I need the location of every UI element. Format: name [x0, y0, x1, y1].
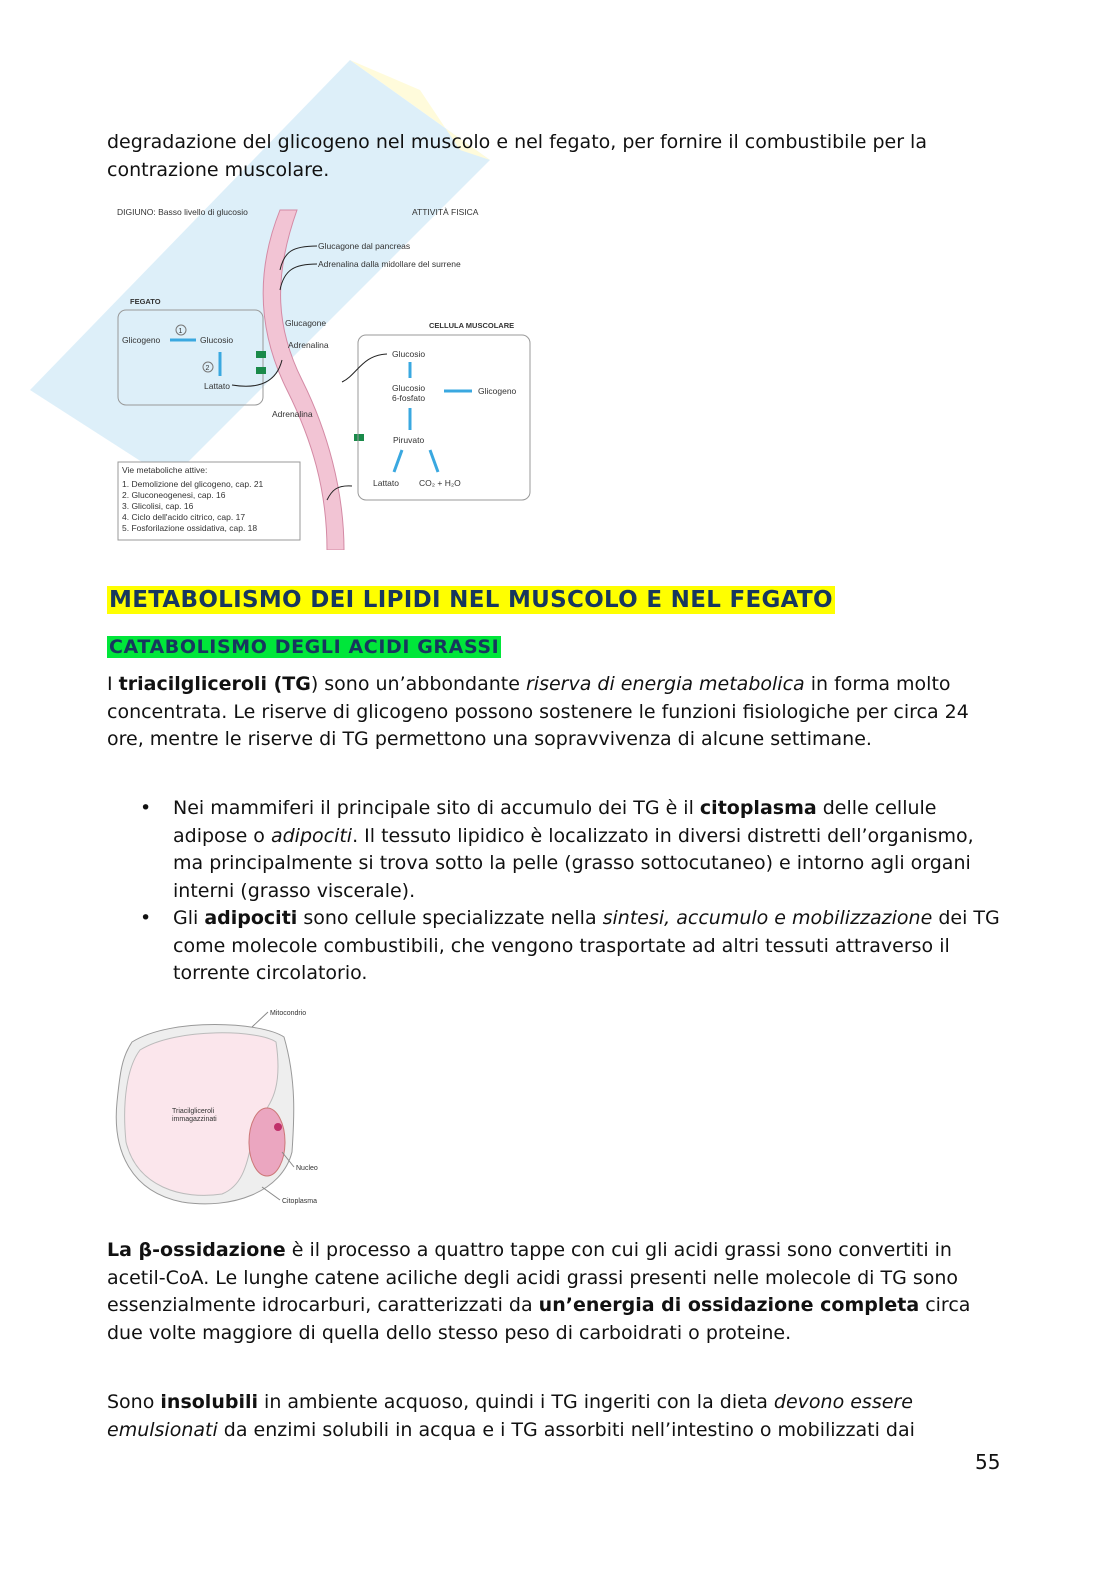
italic-term: sintesi, accumulo e mobilizzazione — [602, 907, 933, 929]
text: in ambiente acquoso, quindi i TG ingeriti con la dieta — [258, 1391, 774, 1413]
text: I — [107, 673, 119, 695]
label-digiuno: DIGIUNO: Basso livello di glucosio — [117, 207, 248, 217]
step-number: 1 — [178, 328, 183, 335]
label-mitocondrio: Mitocondrio — [270, 1010, 307, 1017]
text: Nei mammiferi il principale sito di accumulo dei TG è il — [173, 797, 700, 819]
label-m-g6p: Glucosio — [392, 383, 426, 393]
text: sono cellule specializzate nella — [297, 907, 603, 929]
text: circa due volte maggiore di quella dello stesso peso di carboidrati o proteine. — [107, 1294, 971, 1344]
text: Gli — [173, 907, 205, 929]
italic-term: adipociti — [270, 824, 353, 847]
subsection-heading: CATABOLISMO DEGLI ACIDI GRASSI — [109, 636, 500, 658]
adipocyte-figure — [112, 1002, 337, 1214]
text: è il processo a quattro tappe con cui gli acidi grassi sono convertiti in acetil-CoA. Le lunghe catene aciliche degli acidi grassi presenti nelle molecole di TG sono essenzialmente idrocarburi, caratterizzati da — [107, 1239, 959, 1316]
legend-item: 3. Glicolisi, cap. 16 — [122, 501, 194, 511]
label-triacilgliceroli: Triacilgliceroli — [172, 1108, 215, 1115]
intro-line: contrazione muscolare. — [107, 158, 330, 181]
list-item — [107, 795, 1002, 905]
label-attivita: ATTIVITÀ FISICA — [412, 207, 479, 217]
legend-item: 2. Gluconeogenesi, cap. 16 — [122, 490, 226, 500]
label-m-piruvato: Piruvato — [393, 435, 425, 445]
label-glucagone: Glucagone — [285, 318, 327, 328]
section-heading: METABOLISMO DEI LIPIDI NEL MUSCOLO E NEL FEGATO — [109, 587, 833, 613]
text: . Il tessuto lipidico è localizzato in diversi distretti dell’organismo, ma principalmente si trova sotto la pelle (grasso sottocutaneo) e intorno agli organi interni (grasso viscerale). — [173, 824, 974, 902]
bold-term: triacilgliceroli (TG — [118, 673, 311, 695]
list-item — [107, 905, 1002, 988]
glucose-metabolism-figure — [112, 200, 537, 550]
label-cellula-muscolare: CELLULA MUSCOLARE — [429, 321, 515, 330]
paragraph-insolubili — [107, 1389, 1007, 1444]
label-m-lattato: Lattato — [373, 478, 399, 488]
paragraph-triacilgliceroli — [107, 671, 1007, 754]
bold-term: adipociti — [204, 907, 298, 929]
label-glucagone-pancreas: Glucagone dal pancreas — [318, 241, 411, 251]
legend-title: Vie metaboliche attive: — [122, 465, 208, 475]
label-adrenalina: Adrenalina — [272, 409, 313, 419]
page-number: 55 — [975, 1450, 1001, 1474]
bold-term: un’energia di ossidazione completa — [538, 1294, 920, 1316]
bullet-list — [107, 795, 1002, 988]
italic-term: devono essere emulsionati — [107, 1391, 913, 1441]
label-citoplasma: Citoplasma — [282, 1198, 318, 1205]
text: Sono — [107, 1391, 161, 1413]
bold-term: citoplasma — [699, 797, 817, 819]
paragraph-beta-ossidazione — [107, 1237, 1007, 1347]
legend-item: 5. Fosforilazione ossidativa, cap. 18 — [122, 523, 258, 533]
legend-item: 1. Demolizione del glicogeno, cap. 21 — [122, 479, 264, 489]
label-m-glucosio: Glucosio — [392, 349, 426, 359]
label-m-co2: CO₂ + H₂O — [419, 478, 461, 488]
bold-term: insolubili — [160, 1391, 258, 1413]
text: ) sono un’abbondante — [310, 673, 526, 695]
italic-term: riserva di energia metabolica — [525, 673, 805, 695]
legend-item: 4. Ciclo dell'acido citrico, cap. 17 — [122, 512, 246, 522]
label-lattato: Lattato — [204, 381, 230, 391]
bullet-icon: • — [140, 797, 152, 819]
step-number: 2 — [205, 365, 210, 372]
text: da enzimi solubili in acqua e i TG assorbiti nell’intestino o mobilizzati dai — [217, 1418, 915, 1441]
label-m-g6p: 6-fosfato — [392, 393, 426, 403]
bullet-icon: • — [140, 907, 152, 929]
label-immagazzinati: immagazzinati — [172, 1116, 217, 1123]
intro-paragraph — [107, 129, 1007, 184]
label-glucosio: Glucosio — [200, 335, 234, 345]
label-adrenalina-surrene: Adrenalina dalla midollare del surrene — [318, 259, 461, 269]
text: dei TG come molecole combustibili, che vengono trasportate ad altri tessuti attraverso il torrente circolatorio. — [173, 907, 1000, 984]
label-fegato: FEGATO — [130, 297, 161, 306]
text: in forma molto concentrata. Le riserve di glicogeno possono sostenere le funzioni fisiologiche per circa 24 ore, mentre le riserve di TG permettono una sopravvivenza di alcune settimane. — [107, 673, 969, 750]
bold-term: La β-ossidazione — [107, 1239, 286, 1261]
label-adrenalina: Adrenalina — [288, 340, 329, 350]
label-glicogeno: Glicogeno — [122, 335, 161, 345]
intro-line: degradazione del glicogeno nel muscolo e nel fegato, per fornire il combustibile per la — [107, 131, 927, 153]
label-nucleo: Nucleo — [296, 1165, 318, 1172]
label-m-glicogeno: Glicogeno — [478, 386, 517, 396]
text: delle cellule adipose o — [173, 797, 937, 847]
